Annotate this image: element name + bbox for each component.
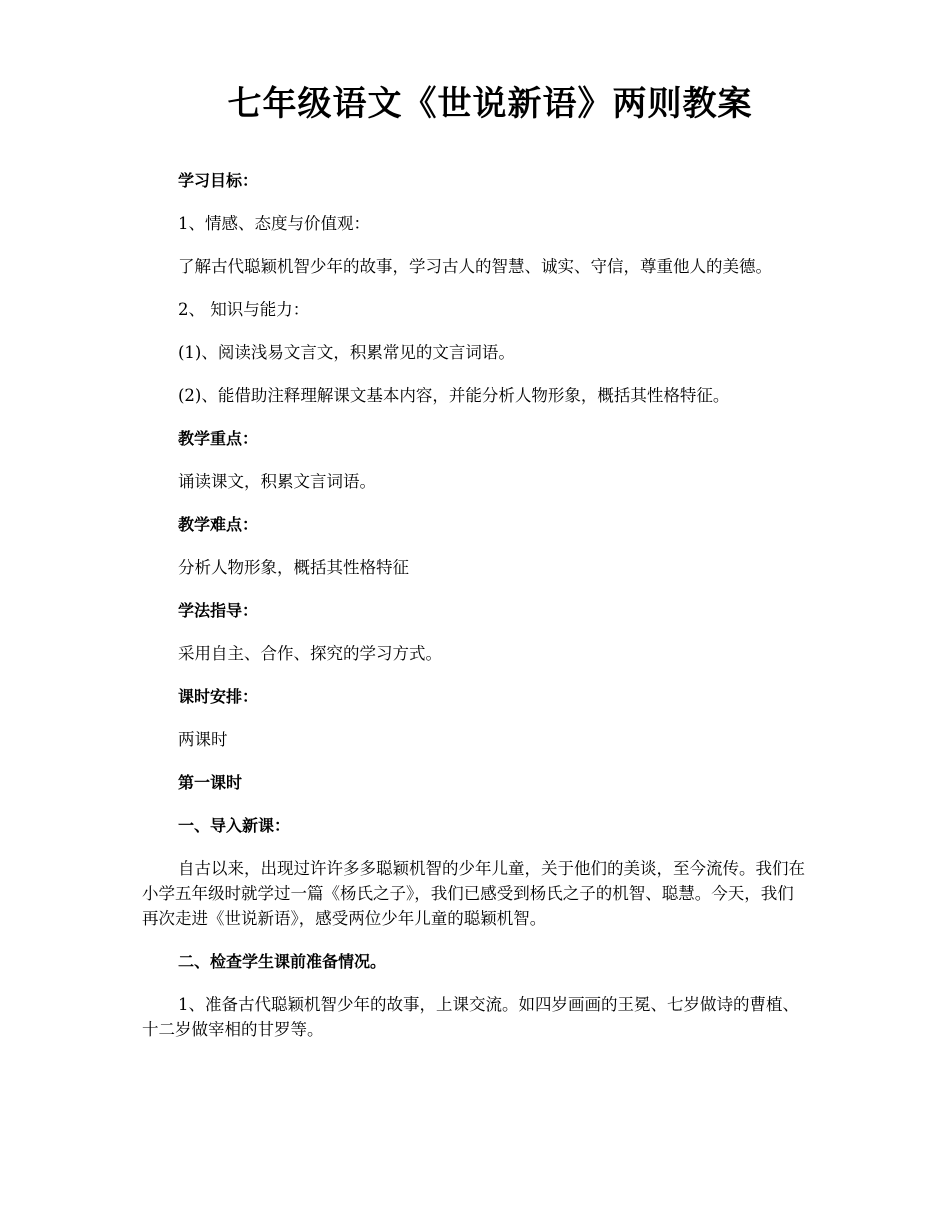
goal-item-2-2: (2)、能借助注释理解课文基本内容，并能分析人物形象，概括其性格特征。 bbox=[178, 386, 730, 405]
heading-study-method: 学法指导： bbox=[178, 601, 259, 620]
study-method-text: 采用自主、合作、探究的学习方式。 bbox=[178, 644, 442, 663]
heading-learning-goals: 学习目标： bbox=[178, 171, 259, 190]
heading-schedule: 课时安排： bbox=[178, 687, 259, 706]
difficulties-text: 分析人物形象，概括其性格特征 bbox=[178, 558, 409, 577]
goal-item-2-1: (1)、阅读浅易文言文，积累常见的文言词语。 bbox=[178, 343, 515, 362]
schedule-text: 两课时 bbox=[178, 730, 228, 749]
introduction-text: 自古以来，出现过许许多多聪颖机智的少年儿童，关于他们的美谈，至今流传。我们在小学五年级时就学过一篇《杨氏之子》，我们已感受到杨氏之子的机智、聪慧。今天，我们再次走进《世说新语》，感受两位少年儿童的聪颖机智。 bbox=[142, 859, 805, 928]
heading-difficulties: 教学难点： bbox=[178, 515, 259, 534]
key-points-text: 诵读课文，积累文言词语。 bbox=[178, 472, 376, 491]
heading-first-lesson: 第一课时 bbox=[178, 773, 243, 792]
heading-key-points: 教学重点： bbox=[178, 429, 259, 448]
heading-check-preparation: 二、检查学生课前准备情况。 bbox=[178, 952, 387, 971]
goal-item-1: 1、情感、态度与价值观： bbox=[178, 214, 370, 233]
check-preparation-text: 1、准备古代聪颖机智少年的故事，上课交流。如四岁画画的王冕、七岁做诗的曹植、十二岁做宰相的甘罗等。 bbox=[142, 995, 799, 1039]
goal-item-2: 2、 知识与能力： bbox=[178, 300, 310, 319]
goal-item-1-text: 了解古代聪颖机智少年的故事，学习古人的智慧、诚实、守信，尊重他人的美德。 bbox=[178, 257, 772, 276]
document-title: 七年级语文《世说新语》两则教案 bbox=[227, 84, 753, 124]
document-body bbox=[142, 168, 807, 1042]
heading-introduction: 一、导入新课： bbox=[178, 816, 291, 835]
